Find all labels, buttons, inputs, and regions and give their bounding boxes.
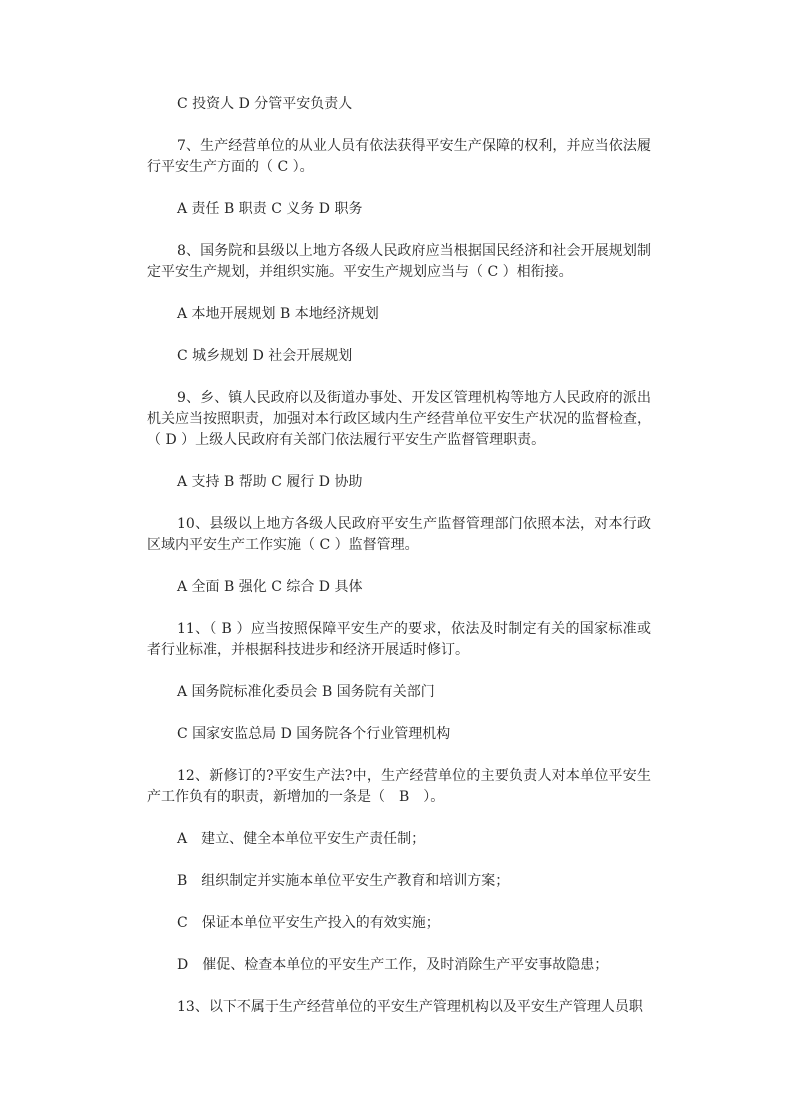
question-paragraph: 10、县级以上地方各级人民政府平安生产监督管理部门依照本法，对本行政区域内平安生产工作实施（ C ）监督管理。 bbox=[147, 516, 651, 553]
option-line: A 本地开展规划 B 本地经济规划 bbox=[177, 306, 379, 322]
option-line: C 国家安监总局 D 国务院各个行业管理机构 bbox=[177, 726, 451, 742]
option-line: A 国务院标准化委员会 B 国务院有关部门 bbox=[177, 684, 435, 700]
option-line: A 全面 B 强化 C 综合 D 具体 bbox=[177, 579, 363, 595]
question-paragraph: 9、乡、镇人民政府以及街道办事处、开发区管理机构等地方人民政府的派出机关应当按照职责，加强对本行政区域内生产经营单位平安生产状况的监督检查，（ D ）上级人民政府有关部门依法履行平安生产监督管理职责。 bbox=[147, 390, 651, 448]
option-line: A 责任 B 职责 C 义务 D 职务 bbox=[177, 201, 363, 217]
question-paragraph: 12、新修订的?平安生产法?中，生产经营单位的主要负责人对本单位平安生产工作负有的职责，新增加的一条是（ B ）。 bbox=[147, 768, 651, 805]
question-paragraph: 13、以下不属于生产经营单位的平安生产管理机构以及平安生产管理人员职 bbox=[177, 999, 643, 1015]
option-line: A 建立、健全本单位平安生产责任制； bbox=[177, 831, 426, 847]
option-line: C 城乡规划 D 社会开展规划 bbox=[177, 348, 353, 364]
question-paragraph: 7、生产经营单位的从业人员有依法获得平安生产保障的权利，并应当依法履行平安生产方面的（ C ）。 bbox=[147, 138, 651, 175]
option-line: B 组织制定并实施本单位平安生产教育和培训方案； bbox=[177, 873, 510, 889]
option-line: A 支持 B 帮助 C 履行 D 协助 bbox=[177, 474, 363, 490]
option-line: D 催促、检查本单位的平安生产工作，及时消除生产平安事故隐患； bbox=[177, 957, 609, 973]
document-text-block bbox=[147, 94, 651, 1039]
option-line: C 投资人 D 分管平安负责人 bbox=[177, 96, 353, 112]
question-paragraph: 8、国务院和县级以上地方各级人民政府应当根据国民经济和社会开展规划制定平安生产规划，并组织实施。平安生产规划应当与（ C ）相衔接。 bbox=[147, 243, 651, 280]
option-line: C 保证本单位平安生产投入的有效实施； bbox=[177, 915, 440, 931]
question-paragraph: 11、（ B ）应当按照保障平安生产的要求，依法及时制定有关的国家标准或者行业标准，并根据科技进步和经济开展适时修订。 bbox=[147, 621, 651, 658]
